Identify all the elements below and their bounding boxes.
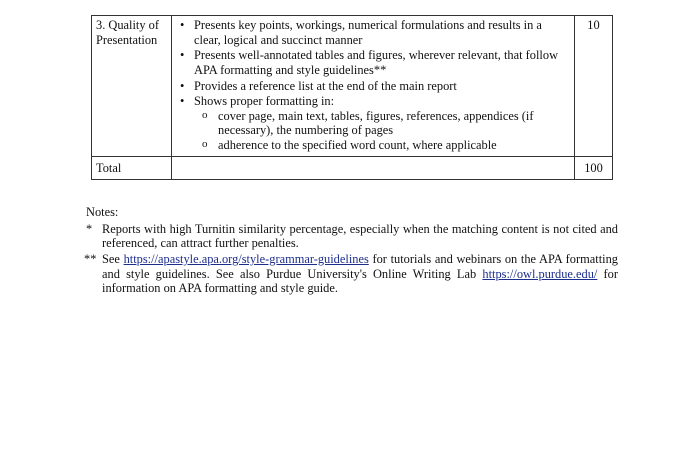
- circle-bullet-icon: o: [202, 138, 208, 150]
- purdue-owl-link[interactable]: https://owl.purdue.edu/: [482, 266, 598, 281]
- description-cell: [172, 16, 575, 157]
- asterisk-mark: *: [86, 221, 93, 236]
- bullet-icon: •: [180, 78, 185, 93]
- total-marks: 100: [575, 156, 613, 180]
- criteria-item: • Provides a reference list at the end of the main report: [180, 78, 457, 93]
- bullet-icon: •: [180, 48, 185, 63]
- rubric-row-quality: [92, 16, 613, 157]
- criteria-item: • Presents well-annotated tables and figures, wherever relevant, that follow APA formatting and style guidelines**: [180, 48, 559, 77]
- note-apa: ** See https://apastyle.apa.org/style-grammar-guidelines for tutorials and webinars on the APA formatting and style guidelines. See also Purdue University's Online Writing Lab https://owl.purdue.edu/ for information on APA formatting and style guide.: [84, 251, 618, 296]
- formatting-sublist: [194, 109, 570, 153]
- circle-bullet-icon: o: [202, 108, 208, 121]
- rubric-table: [91, 15, 613, 180]
- sub-item: o cover page, main text, tables, figures, references, appendices (if necessary), the numbering of pages: [202, 108, 534, 138]
- criteria-list: [176, 18, 570, 153]
- note-turnitin: * Reports with high Turnitin similarity percentage, especially when the matching content is not cited and referenced, can attract further penalties.: [86, 221, 618, 251]
- sub-item: o adherence to the specified word count, where applicable: [202, 138, 497, 152]
- apa-style-link[interactable]: https://apastyle.apa.org/style-grammar-guidelines: [123, 251, 369, 266]
- bullet-icon: •: [180, 94, 185, 109]
- criterion-cell: [92, 16, 172, 157]
- rubric-row-total: [92, 156, 613, 180]
- total-empty-cell: [172, 156, 575, 180]
- notes-section: [86, 205, 618, 297]
- criterion-number: 3.: [96, 18, 106, 32]
- criteria-item: • Presents key points, workings, numerical formulations and results in a clear, logical and succinct manner: [180, 18, 542, 47]
- criterion-name: Quality of Presentation: [96, 18, 159, 47]
- bullet-icon: •: [180, 18, 185, 32]
- double-asterisk-mark: **: [84, 251, 97, 266]
- marks-cell: 10: [575, 16, 613, 157]
- criteria-item: • Shows proper formatting in: o cover page, main text, tables, figures, references, appendices (if necessary), the numbering of pages o adherence to the specified word count, where applicable: [176, 94, 570, 153]
- notes-title: Notes:: [86, 205, 119, 219]
- total-label: Total: [92, 156, 172, 180]
